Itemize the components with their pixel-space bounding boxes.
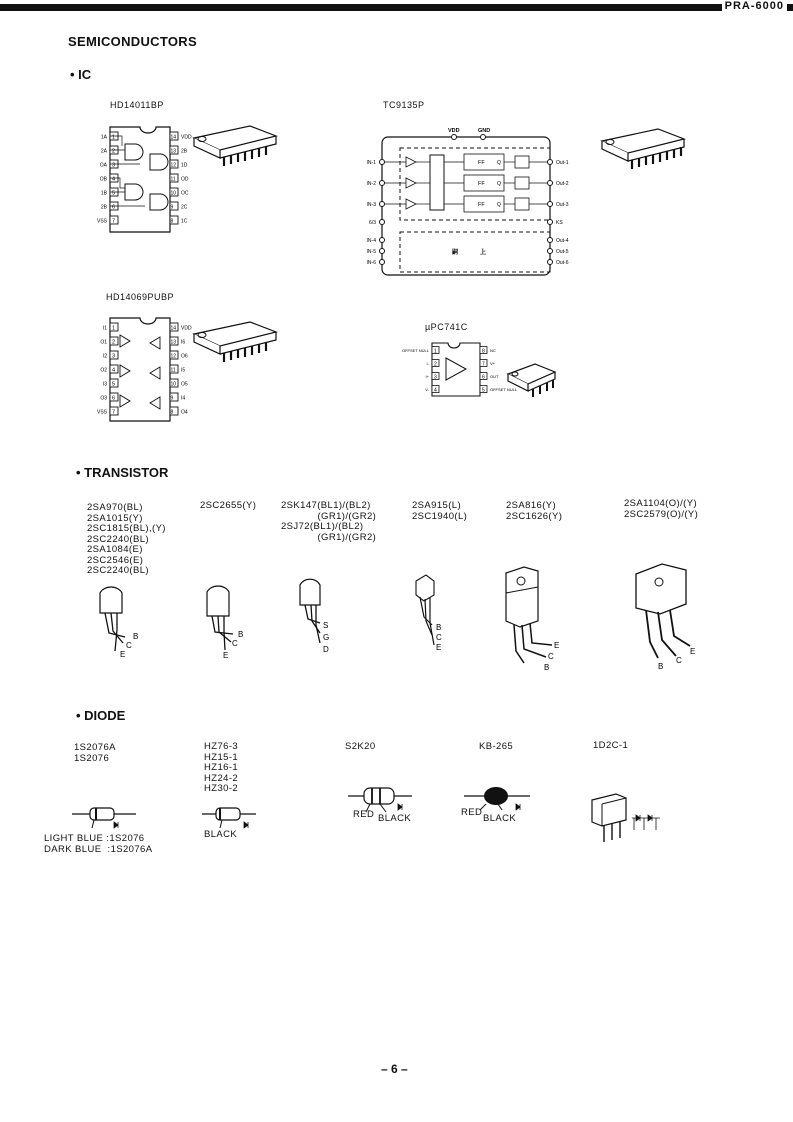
doc-code: PRA-6000 <box>722 0 787 12</box>
tc9135p-output-6: Out-5 <box>556 249 569 255</box>
hd14069pubp-pin-num-7: 7 <box>112 409 116 416</box>
ic-hd14011bp-package <box>192 124 282 174</box>
hd14011bp-pin-label-9: 2C <box>181 204 188 211</box>
hd14069pubp-pin-num-6: 6 <box>112 395 116 402</box>
hd14069pubp-pin-num-12: 12 <box>170 353 177 360</box>
t6-pin-c: C <box>676 656 682 665</box>
diode-1-note-2: DARK BLUE :1S2076A <box>44 844 153 855</box>
tc9135p-output-4: KS <box>556 220 563 226</box>
upc741c-pin-label-4: V- <box>425 387 429 392</box>
upc741c-pin-label-2: I- <box>426 361 429 366</box>
tc9135p-input-7: IN-6 <box>366 260 376 266</box>
upc741c-pin-label-5: OFFSET NULL <box>490 387 518 392</box>
upc741c-pin-num-3: 3 <box>434 374 437 381</box>
tc9135p-input-2: IN-2 <box>366 181 376 187</box>
ic-hd14069pubp-name: HD14069PUBP <box>106 292 175 302</box>
page-number: – 6 – <box>381 1062 408 1076</box>
hd14011bp-pin-label-10: OC <box>181 190 189 197</box>
hd14011bp-pin-label-2: 2A <box>100 148 107 155</box>
hd14011bp-pin-num-3: 3 <box>112 162 116 169</box>
hd14011bp-pin-num-14: 14 <box>170 134 177 141</box>
upc741c-pin-num-6: 6 <box>482 374 485 381</box>
tc9135p-output-2: Out-2 <box>556 181 569 187</box>
hd14011bp-pin-num-11: 11 <box>170 176 176 183</box>
diode-group-4-parts: KB-265 <box>479 741 514 752</box>
upc741c-pin-label-3: I+ <box>425 374 429 379</box>
t1-pin-b: B <box>133 632 139 641</box>
hd14011bp-pin-label-14: VDD <box>181 134 192 141</box>
ic-hd14011bp-name: HD14011BP <box>110 100 164 110</box>
ic-tc9135p-package <box>600 127 690 177</box>
svg-text:嗣: 嗣 <box>452 250 459 256</box>
transistor-group-2-parts: 2SC2655(Y) <box>200 500 257 511</box>
hd14011bp-pin-num-6: 6 <box>112 204 116 211</box>
hd14069pubp-pin-label-2: O1 <box>100 339 107 346</box>
page-title: SEMICONDUCTORS <box>68 34 197 49</box>
section-transistor-heading: • TRANSISTOR <box>76 465 169 480</box>
hd14069pubp-pin-num-8: 8 <box>170 409 174 416</box>
tc9135p-q-1: Q <box>497 160 501 166</box>
svg-text:VDD: VDD <box>448 128 460 134</box>
t3-pin-d: D <box>323 645 329 654</box>
upc741c-pin-num-4: 4 <box>434 387 437 394</box>
t4-pin-e: E <box>436 643 442 652</box>
transistor-3-drawing <box>296 575 361 657</box>
hd14069pubp-pin-num-2: 2 <box>112 339 116 346</box>
t2-pin-c: C <box>232 639 238 648</box>
diode-1-note-1: LIGHT BLUE :1S2076 <box>44 833 145 844</box>
tc9135p-ff-1: FF <box>478 160 485 166</box>
t5-pin-b: B <box>544 663 550 672</box>
transistor-4-drawing <box>410 573 465 653</box>
hd14069pubp-pin-label-14: VDD <box>181 325 192 332</box>
hd14069pubp-pin-num-14: 14 <box>170 325 177 332</box>
upc741c-pin-num-1: 1 <box>434 348 437 355</box>
ic-hd14069pubp-package <box>192 320 282 370</box>
hd14069pubp-pin-label-8: O4 <box>181 409 188 416</box>
transistor-group-3-parts: 2SK147(BL1)/(BL2) (GR1)/(GR2) 2SJ72(BL1)/(BL2) (GR1)/(GR2) <box>281 500 377 543</box>
diode-4-note-red: RED <box>461 807 483 818</box>
t1-pin-e: E <box>120 650 126 659</box>
upc741c-pin-num-8: 8 <box>482 348 485 355</box>
tc9135p-q-3: Q <box>497 202 501 208</box>
hd14069pubp-pin-num-11: 11 <box>170 367 176 374</box>
t1-pin-c: C <box>126 641 132 650</box>
hd14069pubp-pin-num-9: 9 <box>170 395 174 402</box>
tc9135p-ff-3: FF <box>478 202 485 208</box>
hd14011bp-pin-num-8: 8 <box>170 218 174 225</box>
header-bar <box>0 4 793 11</box>
tc9135p-input-1: IN-1 <box>366 160 376 166</box>
t5-pin-e: E <box>554 641 560 650</box>
diode-3-note-black: BLACK <box>378 813 412 824</box>
upc741c-pin-label-6: OUT <box>490 374 499 379</box>
hd14069pubp-pin-label-1: I1 <box>102 325 107 332</box>
hd14069pubp-pin-num-1: 1 <box>112 325 116 332</box>
hd14069pubp-pin-label-11: I5 <box>181 367 186 374</box>
hd14069pubp-pin-label-5: I3 <box>102 381 107 388</box>
t3-pin-g: G <box>323 633 330 642</box>
hd14011bp-pin-label-7: VSS <box>96 218 107 225</box>
tc9135p-input-4: 6/3 <box>369 220 376 226</box>
hd14011bp-pin-num-1: 1 <box>112 134 116 141</box>
hd14011bp-pin-label-5: 1B <box>100 190 107 197</box>
hd14069pubp-pin-num-13: 13 <box>170 339 177 346</box>
ic-tc9135p-name: TC9135P <box>383 100 425 110</box>
t3-pin-s: S <box>323 621 329 630</box>
t4-pin-c: C <box>436 633 442 642</box>
hd14011bp-pin-label-11: OD <box>181 176 189 183</box>
hd14011bp-pin-num-7: 7 <box>112 218 116 225</box>
ic-upc741c-package <box>505 360 560 400</box>
t2-pin-e: E <box>223 651 229 660</box>
t6-pin-b: B <box>658 662 664 671</box>
hd14069pubp-pin-label-9: I4 <box>181 395 186 402</box>
transistor-5-drawing <box>500 563 585 698</box>
tc9135p-output-5: Out-4 <box>556 238 569 244</box>
hd14011bp-pin-num-5: 5 <box>112 190 116 197</box>
diode-group-3-parts: S2K20 <box>345 741 376 752</box>
hd14069pubp-pin-label-3: I2 <box>102 353 107 360</box>
diode-1-drawing <box>70 802 140 832</box>
transistor-group-5-parts: 2SA816(Y) 2SC1626(Y) <box>506 500 563 522</box>
tc9135p-ff-2: FF <box>478 181 485 187</box>
tc9135p-input-5: IN-4 <box>366 238 376 244</box>
diode-2-note: BLACK <box>204 829 238 840</box>
diode-4-note-black: BLACK <box>483 813 517 824</box>
tc9135p-output-1: Out-1 <box>556 160 569 166</box>
diode-group-1-parts: 1S2076A 1S2076 <box>74 742 116 764</box>
hd14011bp-pin-label-13: 2B <box>181 148 188 155</box>
hd14069pubp-pin-num-10: 10 <box>170 381 177 388</box>
hd14069pubp-pin-num-4: 4 <box>112 367 116 374</box>
upc741c-pin-num-7: 7 <box>482 361 485 368</box>
hd14011bp-pin-num-10: 10 <box>170 190 177 197</box>
diode-5-drawing <box>588 790 668 848</box>
hd14011bp-pin-num-2: 2 <box>112 148 116 155</box>
ic-hd14069pubp-pinout <box>80 315 190 425</box>
tc9135p-q-2: Q <box>497 181 501 187</box>
section-ic-heading: • IC <box>70 67 92 82</box>
hd14069pubp-pin-label-7: VSS <box>96 409 107 416</box>
hd14011bp-pin-label-1: 1A <box>100 134 107 141</box>
hd14069pubp-pin-label-4: O2 <box>100 367 107 374</box>
upc741c-pin-label-8: NC <box>490 348 496 353</box>
t2-pin-b: B <box>238 630 244 639</box>
t4-pin-b: B <box>436 623 442 632</box>
hd14069pubp-pin-num-5: 5 <box>112 381 116 388</box>
svg-text:上: 上 <box>480 250 487 256</box>
tc9135p-input-3: IN-3 <box>366 202 376 208</box>
upc741c-pin-num-5: 5 <box>482 387 485 394</box>
hd14069pubp-pin-label-13: I6 <box>181 339 186 346</box>
t5-pin-c: C <box>548 652 554 661</box>
hd14069pubp-pin-num-3: 3 <box>112 353 116 360</box>
tc9135p-output-3: Out-3 <box>556 202 569 208</box>
ic-hd14011bp-pinout <box>80 122 190 237</box>
hd14011bp-pin-label-6: 2B <box>100 204 107 211</box>
section-diode-heading: • DIODE <box>76 708 126 723</box>
transistor-group-4-parts: 2SA915(L) 2SC1940(L) <box>412 500 468 522</box>
ic-tc9135p-diagram <box>362 122 577 280</box>
diode-group-5-parts: 1D2C-1 <box>593 740 629 751</box>
hd14011bp-pin-num-13: 13 <box>170 148 177 155</box>
transistor-2-drawing <box>203 582 268 664</box>
upc741c-pin-label-7: V+ <box>490 361 496 366</box>
hd14011bp-pin-label-3: OA <box>99 162 107 169</box>
transistor-6-drawing <box>628 560 718 695</box>
hd14011bp-pin-label-12: 1D <box>181 162 188 169</box>
transistor-1-drawing <box>95 585 160 665</box>
svg-text:GND: GND <box>478 128 491 134</box>
hd14011bp-pin-label-4: OB <box>99 176 107 183</box>
tc9135p-input-6: IN-5 <box>366 249 376 255</box>
hd14069pubp-pin-label-10: O5 <box>181 381 188 388</box>
upc741c-pin-num-2: 2 <box>434 361 437 368</box>
diode-group-2-parts: HZ76-3 HZ15-1 HZ16-1 HZ24-2 HZ30-2 <box>204 741 239 794</box>
ic-upc741c-name: µPC741C <box>425 322 468 332</box>
hd14011bp-pin-num-9: 9 <box>170 204 174 211</box>
transistor-group-6-parts: 2SA1104(O)/(Y) 2SC2579(O)/(Y) <box>624 498 699 520</box>
hd14069pubp-pin-label-6: O3 <box>100 395 107 402</box>
t6-pin-e: E <box>690 647 696 656</box>
transistor-group-1-parts: 2SA970(BL) 2SA1015(Y) 2SC1815(BL),(Y) 2SC2240(BL) 2SA1084(E) 2SC2546(E) 2SC2240(BL) <box>87 502 166 576</box>
diode-3-note-red: RED <box>353 809 375 820</box>
tc9135p-output-7: Out-6 <box>556 260 569 266</box>
hd14011bp-pin-num-12: 12 <box>170 162 177 169</box>
hd14069pubp-pin-label-12: O6 <box>181 353 188 360</box>
diode-2-drawing <box>200 802 260 830</box>
hd14011bp-pin-num-4: 4 <box>112 176 116 183</box>
upc741c-pin-label-1: OFFSET NULL <box>401 348 429 353</box>
hd14011bp-pin-label-8: 1C <box>181 218 188 225</box>
ic-upc741c-pinout <box>401 340 518 400</box>
